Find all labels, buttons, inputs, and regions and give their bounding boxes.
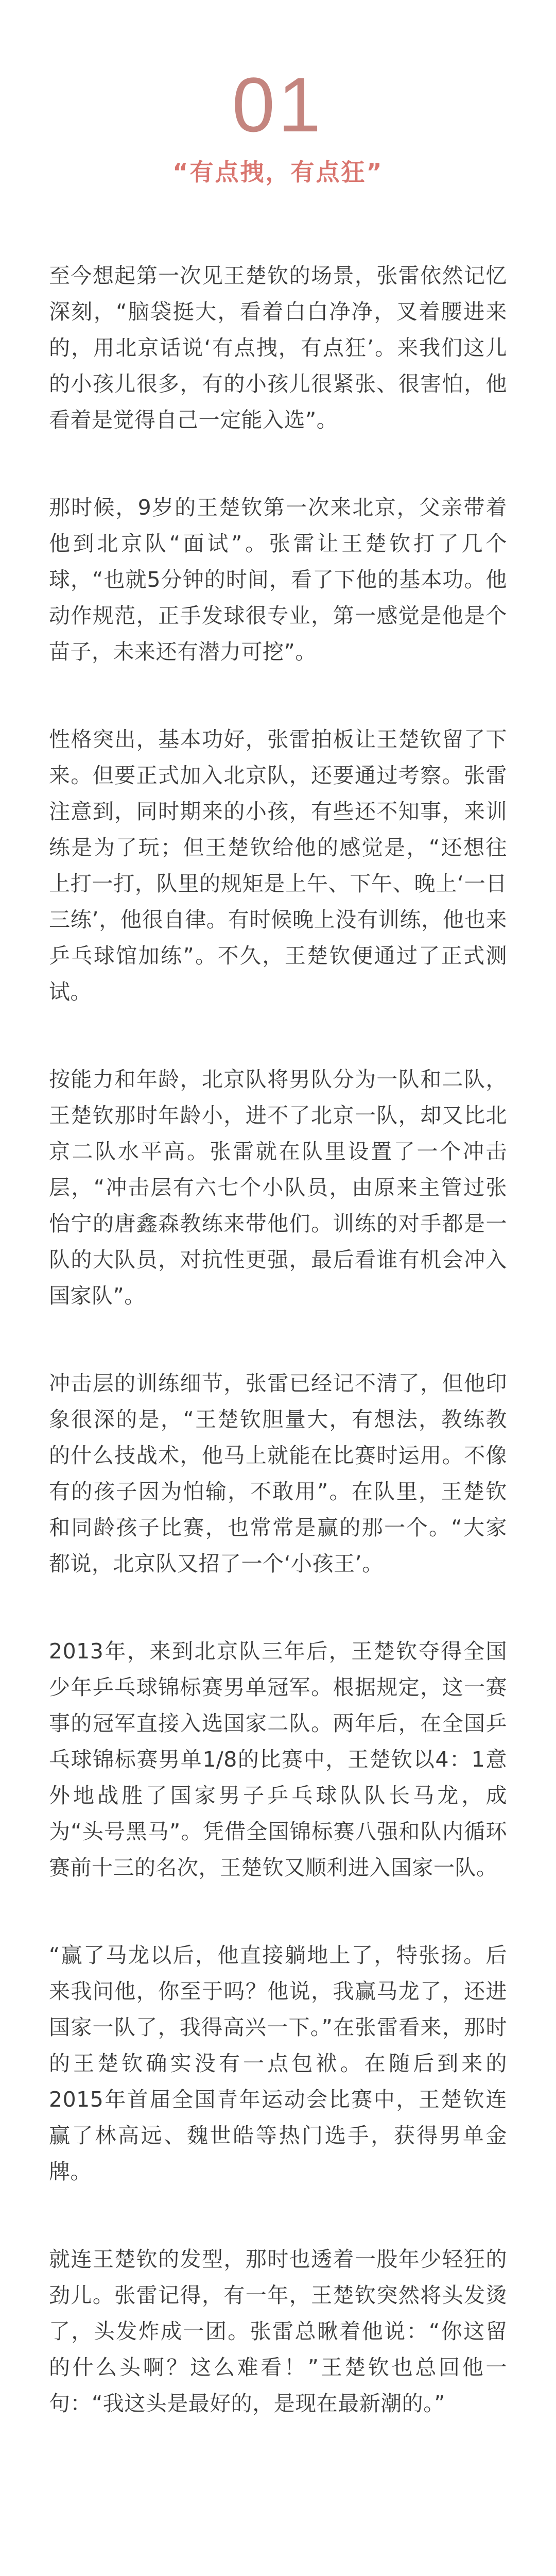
article-paragraph-5: 冲击层的训练细节，张雷已经记不清了，但他印象很深的是，“王楚钦胆量大，有想法，教练教的什么技战术，他马上就能在比赛时运用。不像有的孩子因为怕输，不敢用”。在队里，王楚钦和同龄孩子比赛，也常常是赢的那一个。“大家都说，北京队又招了一个‘小孩王’。 <box>49 1371 507 1576</box>
article-paragraph-6: 2013年，来到北京队三年后，王楚钦夺得全国少年乒乓球锦标赛男单冠军。根据规定，这一赛事的冠军直接入选国家二队。两年后，在全国乒乓球锦标赛男单1/8的比赛中，王楚钦以4：1意外地战胜了国家男子乒乓球队队长马龙，成为“头号黑马”。凭借全国锦标赛八强和队内循环赛前十三的名次，王楚钦又顺利进入国家一队。 <box>49 1639 507 1880</box>
section-number: 01 <box>232 61 324 148</box>
article-paragraph-7: “赢了马龙以后，他直接躺地上了，特张扬。后来我问他，你至于吗？他说，我赢马龙了，还进国家一队了，我得高兴一下。”在张雷看来，那时的王楚钦确实没有一点包袱。在随后到来的2015年首届全国青年运动会比赛中，王楚钦连赢了林高远、魏世皓等热门选手，获得男单金牌。 <box>49 1943 507 2184</box>
article-body <box>49 258 507 2473</box>
article-paragraph-1: 至今想起第一次见王楚钦的场景，张雷依然记忆深刻，“脑袋挺大，看着白白净净，叉着腰进来的，用北京话说‘有点拽，有点狂’。来我们这儿的小孩儿很多，有的小孩儿很紧张、很害怕，他看着是觉得自己一定能入选”。 <box>49 263 507 432</box>
article-paragraph-4: 按能力和年龄，北京队将男队分为一队和二队，王楚钦那时年龄小，进不了北京一队，却又比北京二队水平高。张雷就在队里设置了一个冲击层，“冲击层有六七个小队员，由原来主管过张怡宁的唐鑫森教练来带他们。训练的对手都是一队的大队员，对抗性更强，最后看谁有机会冲入国家队”。 <box>49 1067 507 1308</box>
section-subtitle: “有点拽，有点狂” <box>172 158 384 186</box>
article-paragraph-8: 就连王楚钦的发型，那时也透着一股年少轻狂的劲儿。张雷记得，有一年，王楚钦突然将头发烫了，头发炸成一团。张雷总瞅着他说：“你这留的什么头啊？这么难看！”王楚钦也总回他一句：“我这头是最好的，是现在最新潮的。” <box>49 2247 507 2416</box>
article-paragraph-3: 性格突出，基本功好，张雷拍板让王楚钦留了下来。但要正式加入北京队，还要通过考察。张雷注意到，同时期来的小孩，有些还不知事，来训练是为了玩；但王楚钦给他的感觉是，“还想往上打一打，队里的规矩是上午、下午、晚上‘一日三练’，他很自律。有时候晚上没有训练，他也来乒乓球馆加练”。不久，王楚钦便通过了正式测试。 <box>49 727 507 1004</box>
article-paragraph-2: 那时候，9岁的王楚钦第一次来北京，父亲带着他到北京队“面试”。张雷让王楚钦打了几个球，“也就5分钟的时间，看了下他的基本功。他动作规范，正手发球很专业，第一感觉是他是个苗子，未来还有潜力可挖”。 <box>49 495 507 664</box>
